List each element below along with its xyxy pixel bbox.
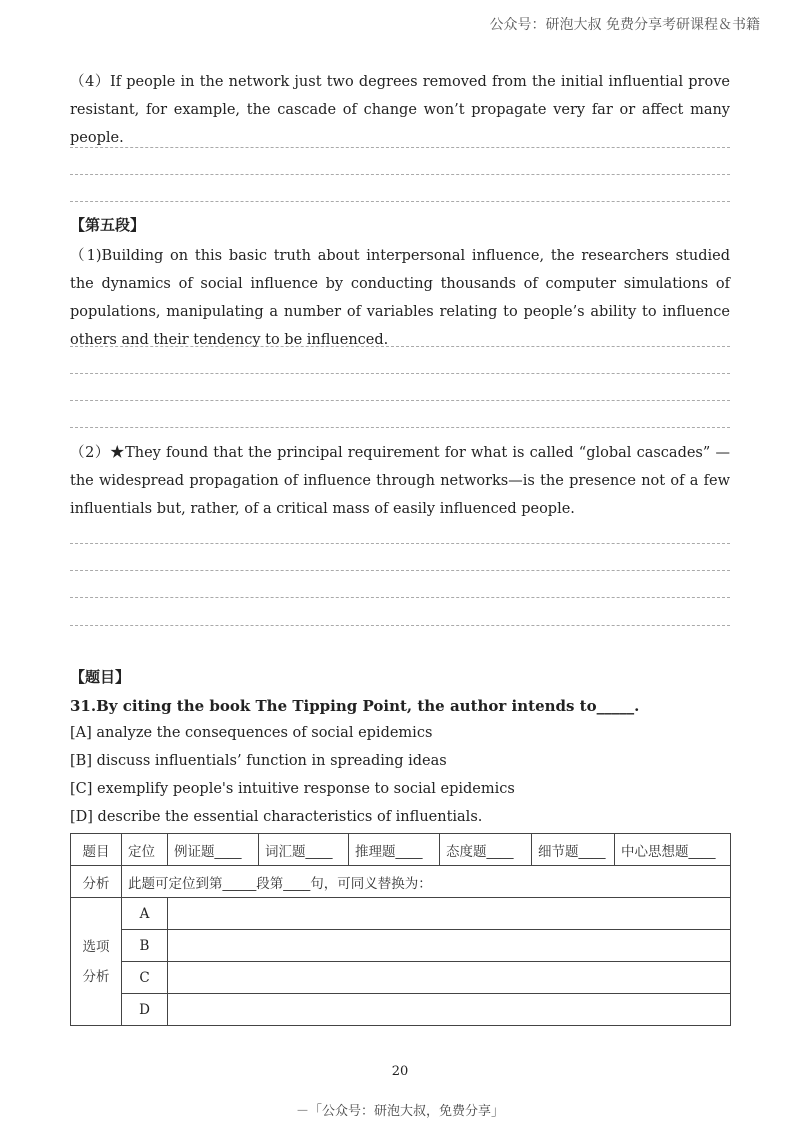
option-analysis-cell-d xyxy=(168,994,731,1026)
option-a: [A] analyze the consequences of social epidemics xyxy=(70,725,433,741)
answer-line xyxy=(70,543,730,544)
table-row xyxy=(71,834,731,866)
option-analysis-label-2: 分析 xyxy=(82,968,110,985)
table-row xyxy=(71,962,731,994)
option-analysis-label-1: 选项 xyxy=(82,938,110,955)
answer-line xyxy=(70,570,730,571)
option-d: [D] describe the essential characteristics of influentials. xyxy=(70,809,483,825)
table-row xyxy=(71,898,731,930)
answer-line xyxy=(70,373,730,374)
answer-line xyxy=(70,147,730,148)
answer-line xyxy=(70,400,730,401)
section-title-paragraph-5: 【第五段】 xyxy=(70,216,146,234)
option-analysis-cell-a xyxy=(168,898,731,930)
paragraph-5-sentence-1: （1)Building on this basic truth about interpersonal influence, the researchers studied the dynamics of social influence by conducting thousands of computer simulations of populations, manipulating a number of variables relating to people’s ability to influence others and their tendency to be influenced. xyxy=(70,248,730,348)
type-detail: 细节题____ xyxy=(532,834,615,866)
option-letter-b: B xyxy=(122,930,168,962)
row-label-analysis: 分析 xyxy=(71,866,122,898)
row-label-topic: 题目 xyxy=(71,834,122,866)
answer-line xyxy=(70,427,730,428)
option-letter-c: C xyxy=(122,962,168,994)
page-number: 20 xyxy=(391,1064,409,1079)
answer-line xyxy=(70,625,730,626)
footer-note: －「公众号：研泡大叔，免费分享」 xyxy=(295,1104,504,1119)
answer-line xyxy=(70,174,730,175)
locate-label: 定位 xyxy=(122,834,168,866)
option-c: [C] exemplify people's intuitive response to social epidemics xyxy=(70,781,515,797)
type-inference: 推理题____ xyxy=(349,834,440,866)
option-analysis-label xyxy=(71,898,122,1026)
option-analysis-cell-b xyxy=(168,930,731,962)
option-letter-a: A xyxy=(122,898,168,930)
question-title: 31.By citing the book The Tipping Point, the author intends to_____. xyxy=(70,697,640,715)
answer-line xyxy=(70,201,730,202)
table-row xyxy=(71,994,731,1026)
header-watermark-note: 公众号：研泡大叔 免费分享考研课程＆书籍 xyxy=(489,17,760,33)
type-vocabulary: 词汇题____ xyxy=(259,834,349,866)
analysis-table xyxy=(70,833,731,1026)
type-example: 例证题____ xyxy=(168,834,259,866)
paragraph-4: （4）If people in the network just two degrees removed from the initial influential prove resistant, for example, the cascade of change won’t propagate very far or affect many people. xyxy=(70,74,730,146)
table-row xyxy=(71,930,731,962)
type-attitude: 态度题____ xyxy=(440,834,532,866)
section-title-question: 【题目】 xyxy=(70,668,131,686)
option-b: [B] discuss influentials’ function in spreading ideas xyxy=(70,753,447,769)
answer-line xyxy=(70,346,730,347)
type-main-idea: 中心思想题____ xyxy=(615,834,731,866)
table-row xyxy=(71,866,731,898)
paragraph-5-sentence-2: （2）★They found that the principal requirement for what is called “global cascades” —the widespread propagation of influence through networks—is the presence not of a few influentials but, rather, of a critical mass of easily influenced people. xyxy=(70,445,730,517)
option-letter-d: D xyxy=(122,994,168,1026)
option-analysis-cell-c xyxy=(168,962,731,994)
answer-line xyxy=(70,597,730,598)
locate-text: 此题可定位到第_____段第____句，可同义替换为： xyxy=(122,866,731,898)
